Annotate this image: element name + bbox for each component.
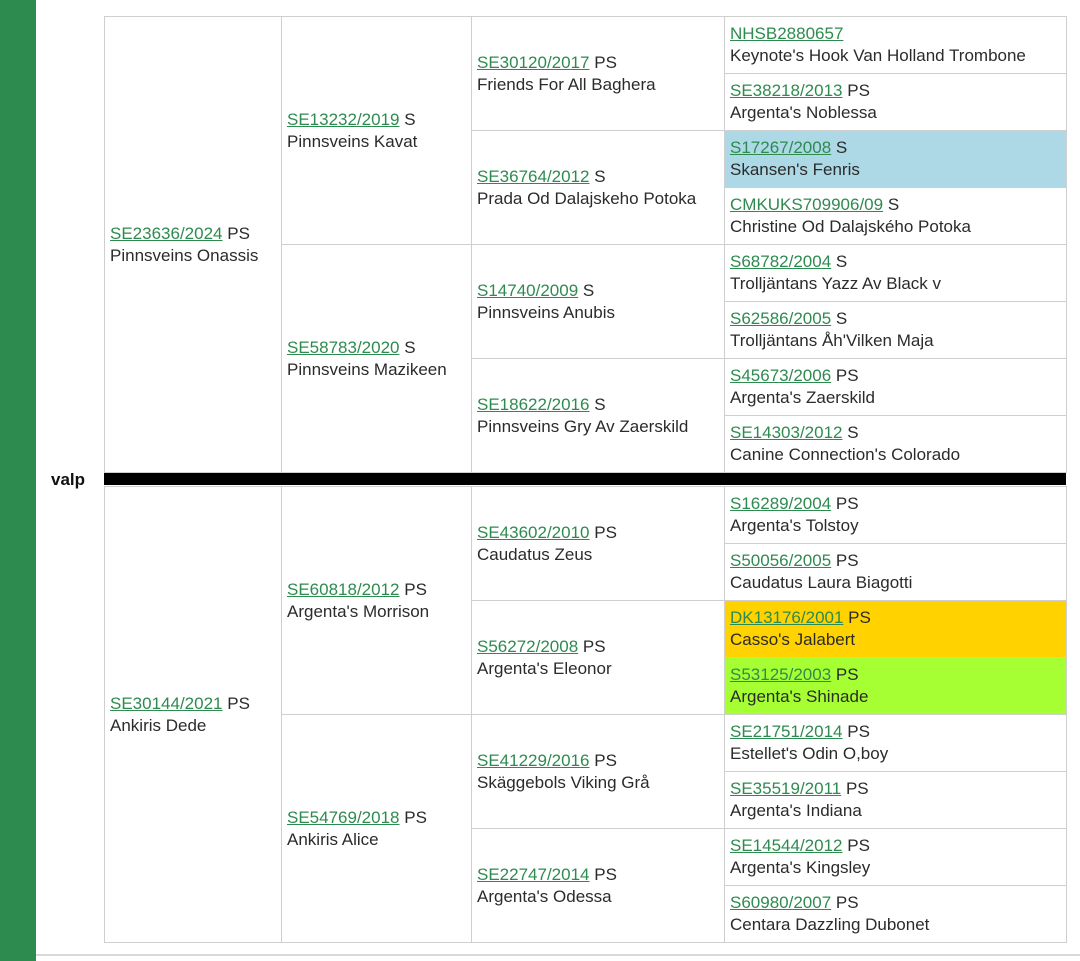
title-badge: S (835, 252, 848, 271)
title-badge: PS (227, 693, 250, 713)
dog-name: Argenta's Indiana (730, 801, 862, 820)
gg-grandparent-cell (724, 244, 1067, 302)
registration-link[interactable]: S16289/2004 (730, 494, 832, 513)
dog-name: Estellet's Odin O,boy (730, 744, 889, 763)
great-grandparent-cell (471, 16, 725, 131)
gg-grandparent-cell (724, 543, 1067, 601)
gg-grandparent-cell (724, 358, 1067, 416)
registration-link[interactable]: S53125/2003 (730, 665, 832, 684)
dog-name: Skäggebols Viking Grå (477, 772, 650, 792)
registration-link[interactable]: SE54769/2018 (287, 807, 400, 827)
dog-name: Argenta's Noblessa (730, 103, 877, 122)
title-badge: S (404, 109, 416, 129)
puppy-label: valp (51, 470, 86, 489)
registration-link[interactable]: SE36764/2012 (477, 166, 590, 186)
dog-name: Caudatus Zeus (477, 544, 593, 564)
title-badge: PS (848, 608, 871, 627)
dog-name: Centara Dazzling Dubonet (730, 915, 930, 934)
gg-grandparent-cell (724, 771, 1067, 829)
registration-link[interactable]: S62586/2005 (730, 309, 832, 328)
dog-name: Canine Connection's Colorado (730, 445, 961, 464)
registration-link[interactable]: NHSB2880657 (730, 24, 844, 43)
gg-grandparent-cell (724, 16, 1067, 74)
dog-name: Argenta's Odessa (477, 886, 612, 906)
great-grandparent-cell (471, 358, 725, 473)
dog-name: Pinnsveins Anubis (477, 302, 615, 322)
grandparent-cell (281, 16, 472, 245)
title-badge: S (835, 309, 848, 328)
great-grandparent-cell (471, 486, 725, 601)
grandparent-cell (281, 714, 472, 943)
gg-grandparent-cell (724, 600, 1067, 658)
registration-link[interactable]: S17267/2008 (730, 138, 832, 157)
dog-name: Argenta's Zaerskild (730, 388, 875, 407)
gg-grandparent-cell (724, 828, 1067, 886)
title-badge: S (847, 423, 859, 442)
title-badge: PS (835, 665, 859, 684)
dog-name: Argenta's Shinade (730, 687, 869, 706)
title-badge: S (594, 394, 606, 414)
great-grandparent-cell (471, 714, 725, 829)
title-badge: S (404, 337, 416, 357)
dog-name: Argenta's Tolstoy (730, 516, 859, 535)
title-badge: PS (404, 807, 427, 827)
dog-name: Casso's Jalabert (730, 630, 856, 649)
registration-link[interactable]: SE14544/2012 (730, 836, 843, 855)
registration-link[interactable]: SE30120/2017 (477, 52, 590, 72)
registration-link[interactable]: SE22747/2014 (477, 864, 590, 884)
title-badge: PS (227, 223, 250, 243)
grandparent-cell (281, 486, 472, 715)
title-badge: S (835, 138, 848, 157)
title-badge: S (594, 166, 606, 186)
dog-name: Ankiris Dede (110, 715, 207, 735)
title-badge: PS (845, 779, 869, 798)
registration-link[interactable]: SE23636/2024 (110, 223, 223, 243)
dog-name: Argenta's Kingsley (730, 858, 871, 877)
gg-grandparent-cell (724, 657, 1067, 715)
registration-link[interactable]: S56272/2008 (477, 636, 579, 656)
title-badge: S (887, 195, 900, 214)
registration-link[interactable]: SE14303/2012 (730, 423, 843, 442)
title-badge: PS (847, 722, 870, 741)
great-grandparent-cell (471, 130, 725, 245)
title-badge: PS (847, 836, 870, 855)
sire-cell (104, 16, 282, 473)
great-grandparent-cell (471, 600, 725, 715)
title-badge: PS (835, 494, 859, 513)
title-badge: PS (594, 52, 617, 72)
registration-link[interactable]: SE30144/2021 (110, 693, 223, 713)
dog-name: Christine Od Dalajského Potoka (730, 217, 971, 236)
registration-link[interactable]: SE13232/2019 (287, 109, 400, 129)
dog-name: Pinnsveins Gry Av Zaerskild (477, 416, 689, 436)
dog-name: Pinnsveins Onassis (110, 245, 259, 265)
registration-link[interactable]: SE38218/2013 (730, 81, 843, 100)
gg-grandparent-cell (724, 73, 1067, 131)
gg-grandparent-cell (724, 415, 1067, 473)
dog-name: Caudatus Laura Biagotti (730, 573, 913, 592)
dog-name: Argenta's Morrison (287, 601, 430, 621)
title-badge: PS (594, 750, 617, 770)
dog-name: Trolljäntans Åh'Vilken Maja (730, 331, 934, 350)
registration-link[interactable]: SE60818/2012 (287, 579, 400, 599)
title-badge: PS (835, 366, 859, 385)
gg-grandparent-cell (724, 885, 1067, 943)
registration-link[interactable]: S14740/2009 (477, 280, 579, 300)
great-grandparent-cell (471, 244, 725, 359)
registration-link[interactable]: S50056/2005 (730, 551, 832, 570)
registration-link[interactable]: S68782/2004 (730, 252, 832, 271)
title-badge: PS (582, 636, 606, 656)
dog-name: Argenta's Eleonor (477, 658, 612, 678)
grandparent-cell (281, 244, 472, 473)
registration-link[interactable]: SE18622/2016 (477, 394, 590, 414)
registration-link[interactable]: SE41229/2016 (477, 750, 590, 770)
registration-link[interactable]: SE58783/2020 (287, 337, 400, 357)
gg-grandparent-cell (724, 130, 1067, 188)
gg-grandparent-cell (724, 187, 1067, 245)
registration-link[interactable]: CMKUKS709906/09 (730, 195, 884, 214)
registration-link[interactable]: S60980/2007 (730, 893, 832, 912)
gg-grandparent-cell (724, 714, 1067, 772)
dog-name: Ankiris Alice (287, 829, 379, 849)
title-badge: PS (594, 522, 617, 542)
title-badge: PS (847, 81, 870, 100)
registration-link[interactable]: SE43602/2010 (477, 522, 590, 542)
registration-link[interactable]: DK13176/2001 (730, 608, 844, 627)
dog-name: Friends For All Baghera (477, 74, 656, 94)
left-accent-bar (0, 0, 36, 961)
bottom-border (36, 954, 1080, 956)
dog-name: Prada Od Dalajskeho Potoka (477, 188, 697, 208)
registration-link[interactable]: S45673/2006 (730, 366, 832, 385)
registration-link[interactable]: SE35519/2011 (730, 779, 842, 798)
title-badge: PS (835, 551, 859, 570)
title-badge: PS (404, 579, 427, 599)
dog-name: Pinnsveins Mazikeen (287, 359, 447, 379)
dog-name: Trolljäntans Yazz Av Black v (730, 274, 942, 293)
sire-dam-divider (104, 472, 1066, 485)
registration-link[interactable]: SE21751/2014 (730, 722, 843, 741)
great-grandparent-cell (471, 828, 725, 943)
gg-grandparent-cell (724, 301, 1067, 359)
dog-name: Pinnsveins Kavat (287, 131, 418, 151)
dog-name: Skansen's Fenris (730, 160, 860, 179)
title-badge: S (582, 280, 595, 300)
gg-grandparent-cell (724, 486, 1067, 544)
dog-name: Keynote's Hook Van Holland Trombone (730, 46, 1026, 65)
title-badge: PS (594, 864, 617, 884)
title-badge: PS (835, 893, 859, 912)
dam-cell (104, 486, 282, 943)
